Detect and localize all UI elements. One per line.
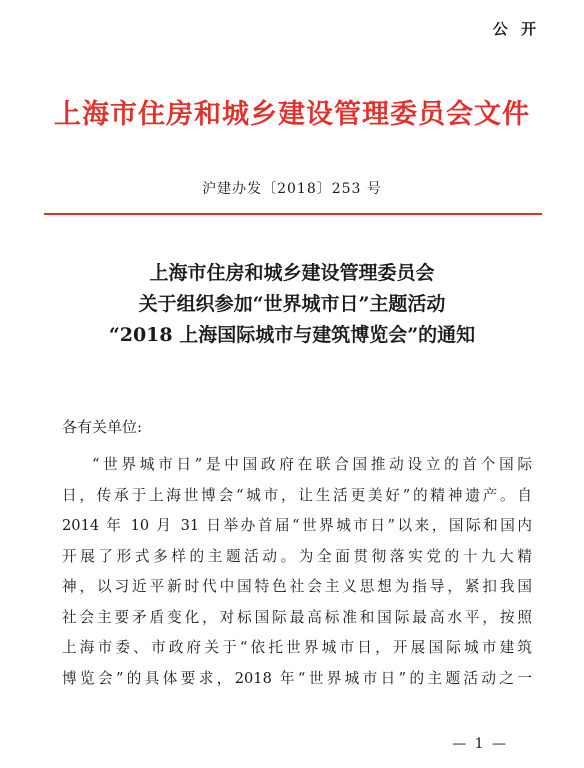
red-separator-line xyxy=(44,213,542,215)
body-line: 社会主要矛盾变化，对标国际最高标准和国际最高水平，按照 xyxy=(62,608,532,626)
body-line: 博览会”的具体要求，2018 年“世界城市日”的主题活动之一 xyxy=(62,669,532,687)
notice-title xyxy=(0,258,584,351)
body-text xyxy=(62,450,532,694)
body-line: 上海市委、市政府关于“依托世界城市日，开展国际城市建筑 xyxy=(62,639,532,656)
body-line: 开展了形式多样的主题活动。为全面贯彻落实党的十九大精 xyxy=(62,547,532,565)
body-line: 神，以习近平新时代中国特色社会主义思想为指导，紧扣我国 xyxy=(62,578,532,595)
body-line: “世界城市日”是中国政府在联合国推动设立的首个国际 xyxy=(92,456,532,473)
body-line: 2014 年 10 月 31 日举办首届“世界城市日”以来，国际和国内 xyxy=(62,517,532,534)
disclosure-label: 公 开 xyxy=(492,20,540,38)
body-line: 日，传承于上海世博会“城市，让生活更美好”的精神遗产。自 xyxy=(62,486,532,504)
salutation: 各有关单位: xyxy=(62,418,143,436)
document-number: 沪建办发〔2018〕253 号 xyxy=(202,181,382,197)
title-line: 上海市住房和城乡建设管理委员会 xyxy=(149,262,435,284)
issuing-authority-header: 上海市住房和城乡建设管理委员会文件 xyxy=(54,99,530,130)
title-line: 关于组织参加“世界城市日”主题活动 xyxy=(138,293,446,315)
title-line: “2018 上海国际城市与建筑博览会”的通知 xyxy=(108,324,476,346)
page-number: — 1 — xyxy=(452,736,508,752)
